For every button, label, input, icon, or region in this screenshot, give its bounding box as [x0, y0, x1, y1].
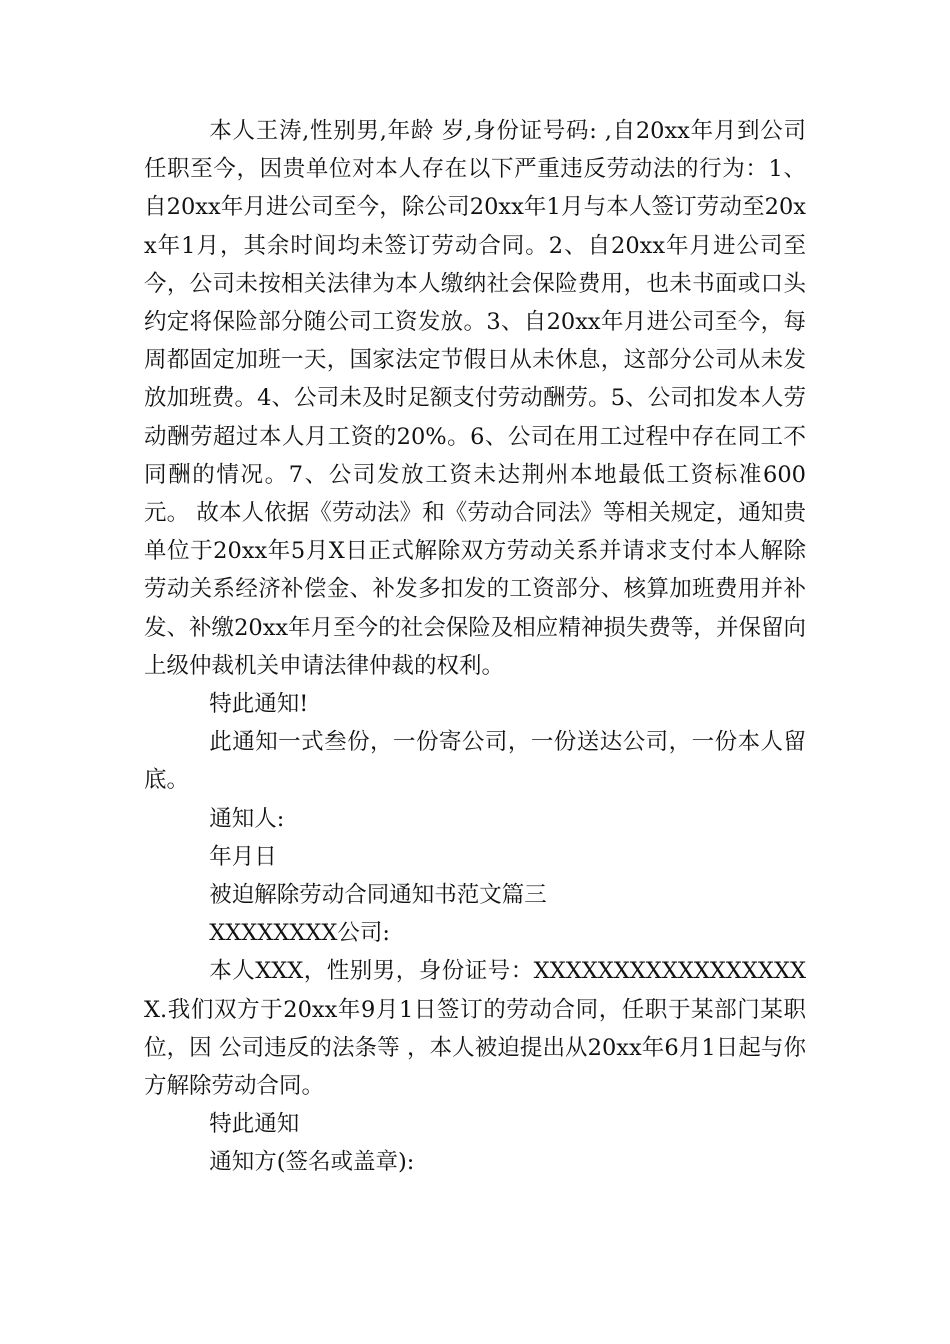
section-title: 被迫解除劳动合同通知书范文篇三: [209, 882, 547, 909]
recipient-company: XXXXXXXX公司:: [209, 920, 390, 947]
second-notice-closing: 特此通知: [209, 1111, 300, 1138]
document-page: [144, 112, 806, 1182]
second-notice-body: 本人XXX，性别男，身份证号：XXXXXXXXXXXXXXXXXX.我们双方于20xx年9月1日签订的劳动合同，任职于某部门某职位，因 公司违反的法条等 ，本人被迫提出从20xx年6月1日起与你方解除劳动合同。: [144, 958, 806, 1100]
date-line: 年月日: [209, 843, 277, 870]
notice-closing: 特此通知!: [209, 691, 309, 718]
signature-label: 通知方(签名或盖章):: [209, 1149, 415, 1176]
notifier-label: 通知人:: [209, 805, 285, 832]
copies-note: 此通知一式叁份，一份寄公司，一份送达公司，一份本人留底。: [144, 729, 806, 794]
notice-body-paragraph: 本人王涛,性别男,年龄 岁,身份证号码: ,自20xx年月到公司任职至今，因贵单位对本人存在以下严重违反劳动法的行为：1、自20xx年月进公司至今，除公司20xx年1月与本人签订劳动至20xx年1月，其余时间均未签订劳动合同。2、自20xx年月进公司至今，公司未按相关法律为本人缴纳社会保险费用，也未书面或口头约定将保险部分随公司工资发放。3、自20xx年月进公司至今，每周都固定加班一天，国家法定节假日从未休息，这部分公司从未发放加班费。4、公司未及时足额支付劳动酬劳。5、公司扣发本人劳动酬劳超过本人月工资的20%。6、公司在用工过程中存在同工不同酬的情况。7、公司发放工资未达荆州本地最低工资标准600元。 故本人依据《劳动法》和《劳动合同法》等相关规定，通知贵单位于20xx年5月X日正式解除双方劳动关系并请求支付本人解除劳动关系经济补偿金、补发多扣发的工资部分、核算加班费用并补发、补缴20xx年月至今的社会保险及相应精神损失费等，并保留向上级仲裁机关申请法律仲裁的权利。: [144, 118, 806, 679]
